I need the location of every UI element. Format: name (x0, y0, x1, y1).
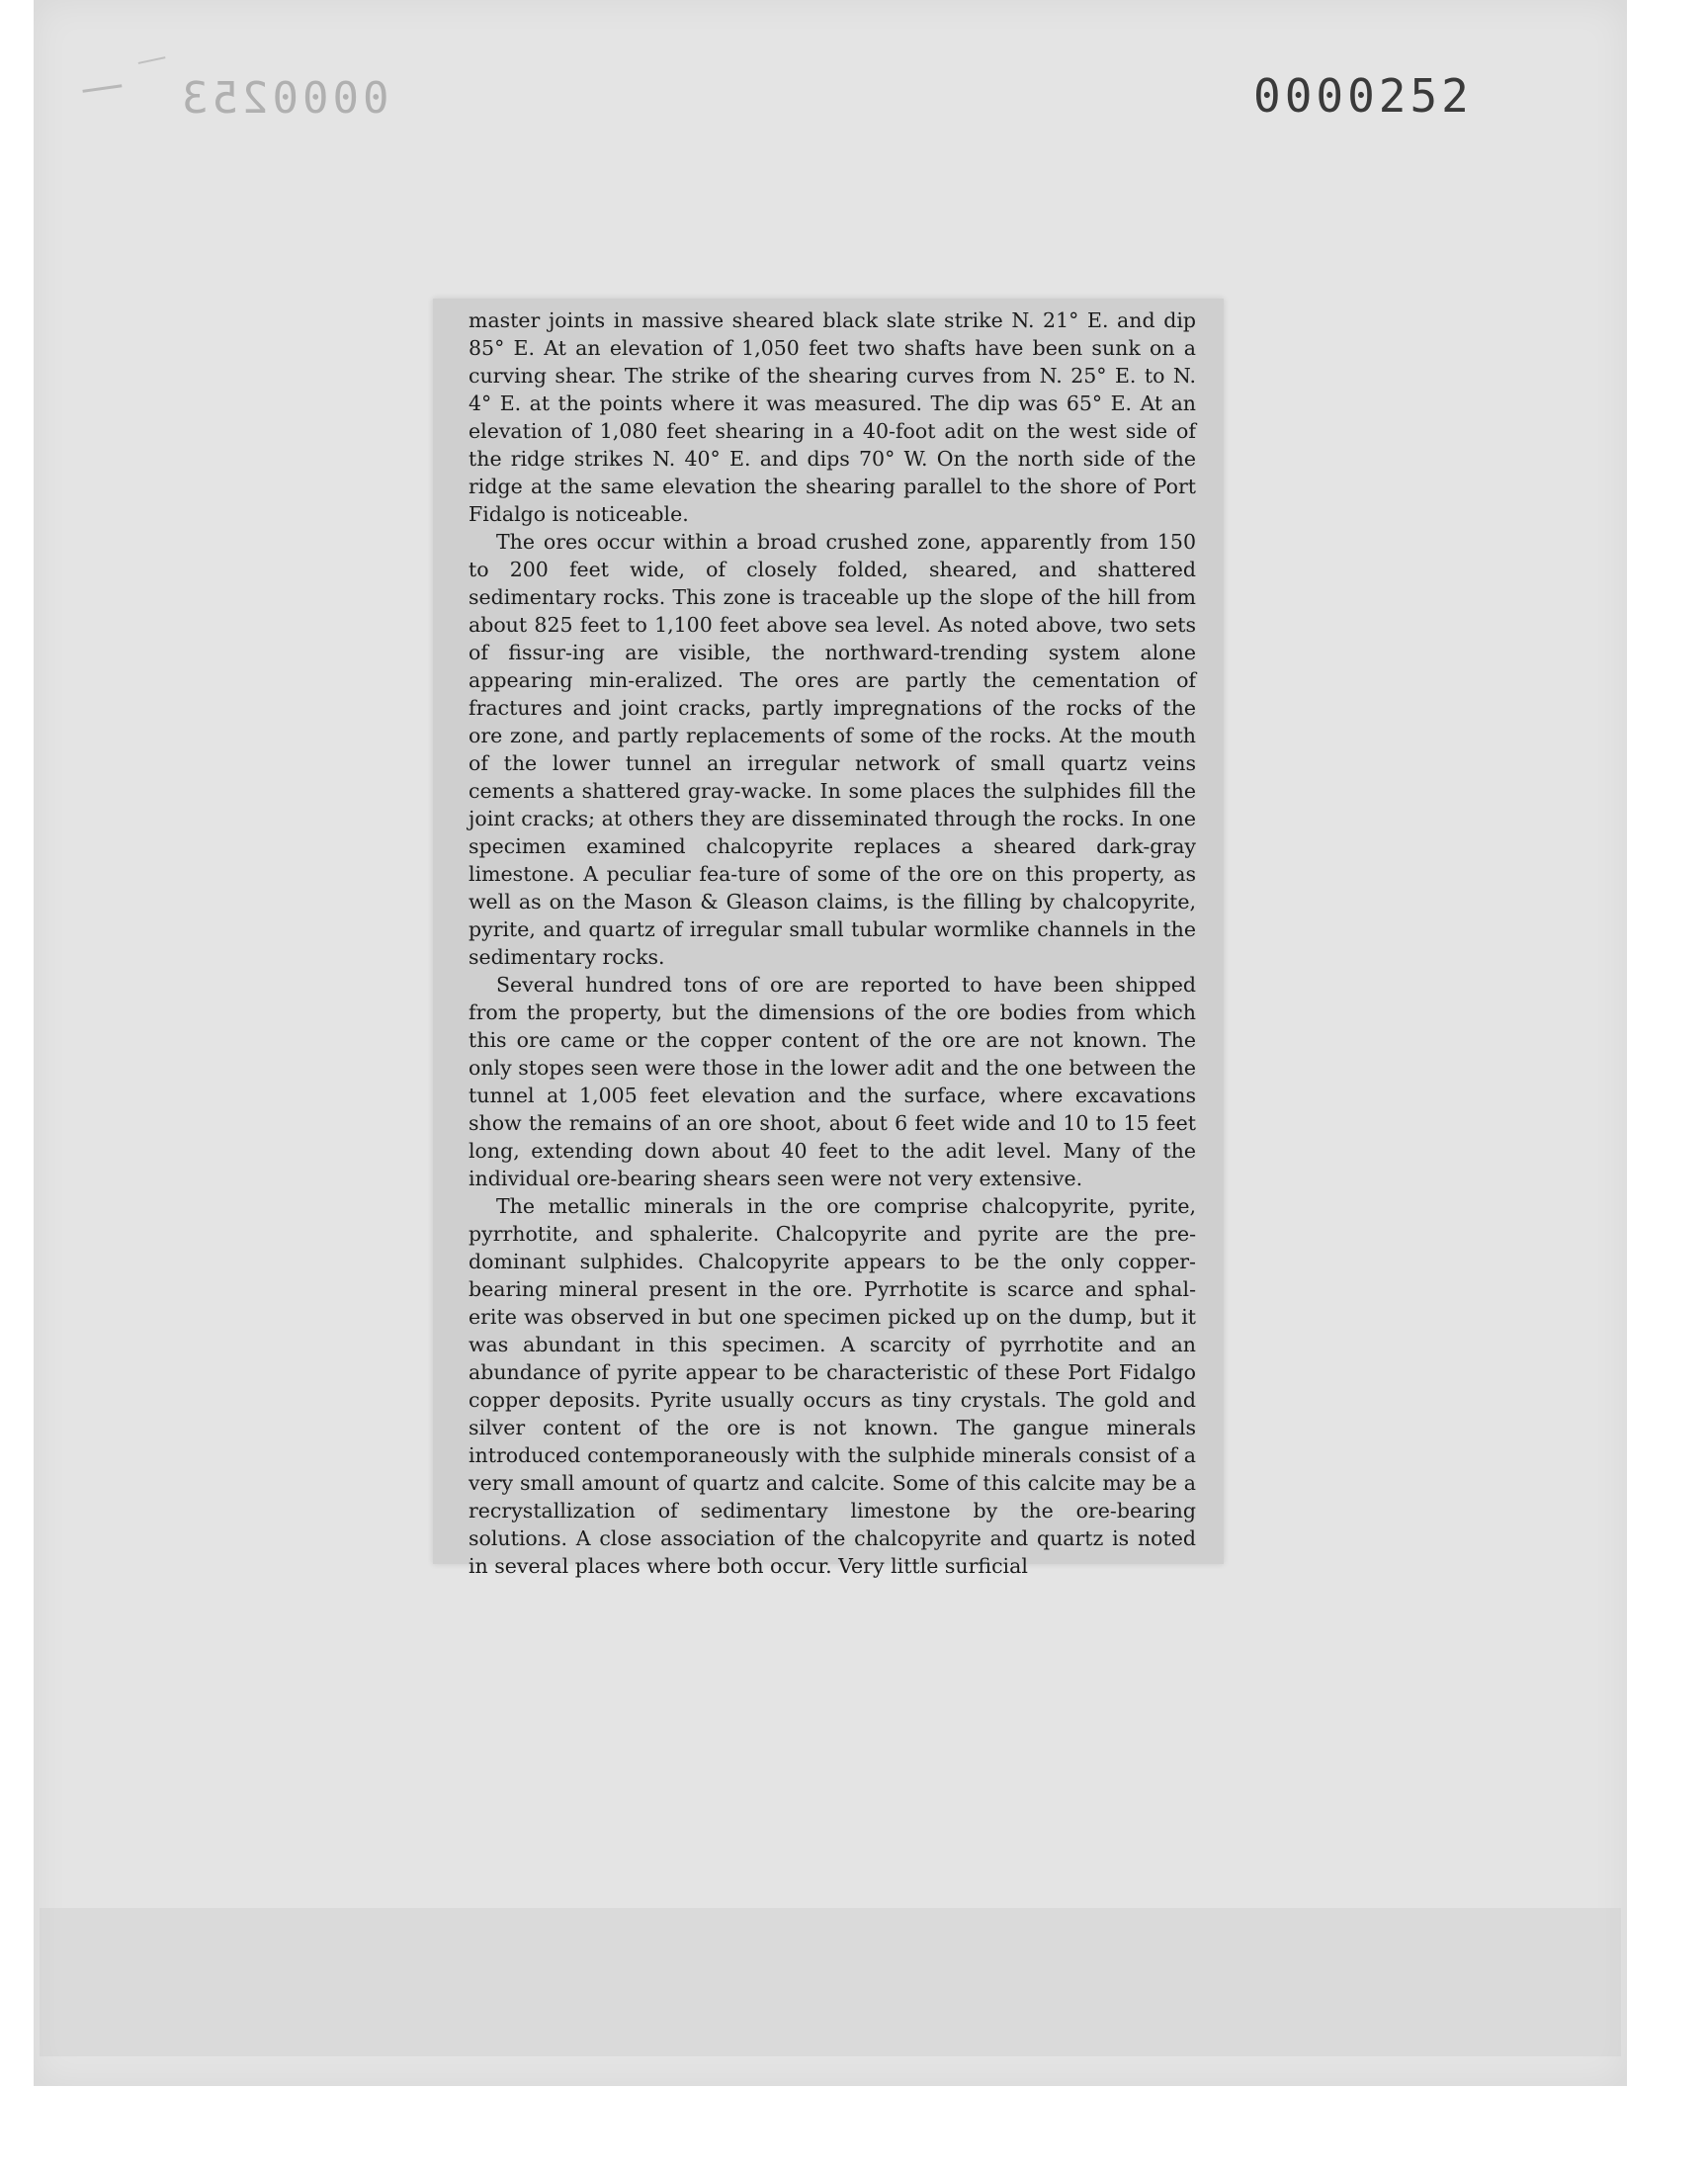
text-clipping (433, 299, 1224, 1578)
paragraph-2: The ores occur within a broad crushed zone, apparently from 150 to 200 feet wide, of closely folded, sheared, and shattered sedimentary rocks. This zone is traceable up the slope of the hill from about 825 feet to 1,100 feet above sea level. As noted above, two sets of fissur-ing are visible, the northward-trending system alone appearing min-eralized. The ores are partly the cementation of fractures and joint cracks, partly impregnations of the rocks of the ore zone, and partly replacements of some of the rocks. At the mouth of the lower tunnel an irregular network of small quartz veins cements a shattered gray-wacke. In some places the sulphides fill the joint cracks; at others they are disseminated through the rocks. In one specimen examined chalcopyrite replaces a sheared dark-gray limestone. A peculiar fea-ture of some of the ore on this property, as well as on the Mason & Gleason claims, is the filling by chalcopyrite, pyrite, and quartz of irregular small tubular wormlike channels in the sedimentary rocks. (469, 530, 1196, 969)
page-number-stamp: 0000252 (1253, 69, 1473, 123)
sheet-shadow-band (40, 1908, 1621, 2056)
clipping-body (469, 306, 1196, 1580)
paragraph-3: Several hundred tons of ore are reported to have been shipped from the property, but the dimensions of the ore bodies from which this ore came or the copper content of the ore are not known. The only stopes seen were those in the lower adit and the one between the tunnel at 1,005 feet elevation and the surface, where excavations show the remains of an ore shoot, about 6 feet wide and 10 to 15 feet long, extending down about 40 feet to the adit level. Many of the individual ore-bearing shears seen were not very extensive. (469, 973, 1196, 1190)
mirrored-page-stamp: 0000253 (178, 73, 389, 124)
paragraph-4: The metallic minerals in the ore comprise chalcopyrite, pyrite, pyrrhotite, and sphalerite. Chalcopyrite and pyrite are the pre-dominant sulphides. Chalcopyrite appears to be the only copper-bearing mineral present in the ore. Pyrrhotite is scarce and sphal-erite was observed in but one specimen picked up on the dump, but it was abundant in this specimen. A scarcity of pyrrhotite and an abundance of pyrite appear to be characteristic of these Port Fidalgo copper deposits. Pyrite usually occurs as tiny crystals. The gold and silver content of the ore is not known. The gangue minerals introduced contemporaneously with the sulphide minerals consist of a very small amount of quartz and calcite. Some of this calcite may be a recrystallization of sedimentary limestone by the ore-bearing solutions. A close association of the chalcopyrite and quartz is noted in several places where both occur. Very little surficial (469, 1194, 1196, 1578)
paragraph-1: master joints in massive sheared black slate strike N. 21° E. and dip 85° E. At an elevation of 1,050 feet two shafts have been sunk on a curving shear. The strike of the shearing curves from N. 25° E. to N. 4° E. at the points where it was measured. The dip was 65° E. At an elevation of 1,080 feet shearing in a 40-foot adit on the west side of the ridge strikes N. 40° E. and dips 70° W. On the north side of the ridge at the same elevation the shearing parallel to the shore of Port Fidalgo is noticeable. (469, 308, 1196, 526)
